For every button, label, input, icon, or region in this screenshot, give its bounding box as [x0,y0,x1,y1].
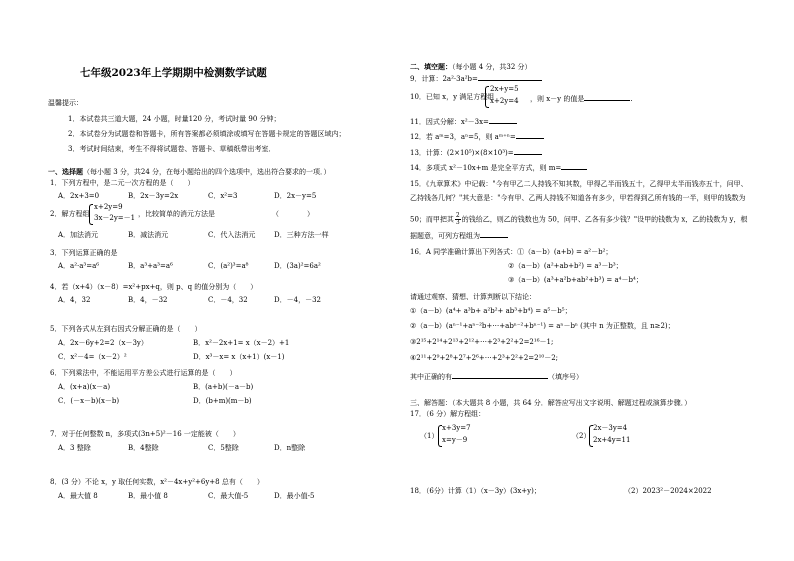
q4-option-b: B．4，－32 [128,296,168,304]
q17-stem: 17．（6 分）解方程组： [410,410,486,418]
q3-option-b: B．a³+a³=a⁶ [128,262,173,270]
q2-post: ，比较简单的消元方法是 [138,210,215,218]
q10-eq1: 2x+y=5 [490,85,519,93]
q15-line-4 [410,230,508,241]
q16-line-1: 16．A 同学准确计算出下列各式：①（a－b）(a+b) = a²－b²； [410,248,613,256]
q16-answer-pre: 其中正确的有 [410,373,452,381]
q2-option-a: A．加法消元 [58,231,99,239]
q6-stem: 6．下列乘法中，不能运用平方差公式进行运算的是（ ） [50,369,237,377]
q16-answer-blank[interactable] [452,371,548,379]
q12 [410,131,544,142]
tip-1: 1．本试卷共三道大题，24 小题，时量120 分，考试时量 90 分钟； [68,115,281,123]
q2-option-d: D．三种方法一样 [274,231,329,239]
q7-option-d: D．n整除 [274,444,306,452]
q15-line-3 [410,213,747,226]
q15-fraction-denominator: 3 [455,219,460,226]
section-1-header [48,167,331,177]
q16-line-3: ③（a－b）(a³+a²b+ab²+b³) = a⁴－b⁴； [508,276,643,284]
q10-post: ，则 x－y 的值是 [530,95,585,103]
q7-option-c: C．5整除 [208,444,239,452]
q11 [410,116,517,127]
q14 [410,162,587,173]
q16-line-4: 请通过观察、猜想、计算判断以下结论： [410,293,536,301]
q5-option-a: A．2x－6y+2=2（x－3y） [58,339,148,347]
q8-option-c: C．最大值-5 [208,492,249,500]
q8-option-d: D．最小值-5 [274,492,315,500]
q3-option-a: A．a²·a³=a⁶ [58,262,100,270]
q1-option-d: D．2x－y=5 [274,192,317,200]
q7-option-a: A．3 整除 [58,444,91,452]
q7-stem: 7．对于任何整数 n，多项式(3n+5)²－16 一定能被（ ） [50,430,240,438]
q10-brace [485,86,489,108]
q8-option-b: B．最小值 8 [128,492,168,500]
q11-text: 11．因式分解：x²－3x= [410,118,489,126]
q2-paren: （ ） [272,210,314,218]
q17-1-eq2: x=y－9 [442,436,468,444]
q18-part-1: 18．（6分）计算（1）（x－3y）(3x+y)； [410,487,541,495]
q15-fraction-numerator: 2 [455,212,460,219]
q9-text: 9．计算：2a²·3a²b= [410,75,478,83]
q13 [410,147,542,158]
q3-stem: 3．下列运算正确的是 [50,249,118,257]
q17-2-label: （2） [572,432,591,440]
q6-option-d: D．(b+m)(m－b) [193,397,252,405]
q9-answer-blank[interactable] [478,73,542,81]
q5-option-d: D．x³－x= x（x+1）(x－1) [193,353,285,361]
q16-answer-post: （填序号） [548,373,583,381]
q13-answer-blank[interactable] [514,147,542,155]
q18-part-2: （2）2023²－2024×2022 [624,487,712,495]
q15-line-1: 15．《九章算术》中记载："今有甲乙二人持钱不知其数，甲得乙半而钱五十，乙得甲太半而钱亦五十，问甲、 [410,180,748,188]
tip-3: 3．考试时间结束，考生不得将试题卷、答题卡、草稿纸带出考室． [68,145,276,153]
q15-answer-blank[interactable] [480,230,508,238]
q2-option-b: B．减法消元 [128,231,169,239]
q15-line-2: 乙持钱各几何？"其大意是："今有甲、乙两人持钱不知道各有多少，甲若得到乙所有钱的一半，则甲的钱数为 [410,194,746,202]
section-3-header: 三、解答题：（本大题共 8 小题，共 64 分．解答应写出文字说明、解题过程或演算步骤．） [410,399,692,407]
q9 [410,73,542,84]
tips-heading: 温馨提示： [48,99,83,107]
q6-option-b: B．(a+b)(－a－b) [193,383,254,391]
q5-stem: 5．下列各式从左到右因式分解正确的是（ ） [50,325,202,333]
section-2-heading: 二、填空题： [410,62,452,71]
q17-2-eq1: 2x－3y=4 [593,424,628,432]
q15-line-3a: 50；而甲把其 [410,215,454,224]
q16-statement-1: ①（a－b）(a⁴+ a³b+ a²b²+ ab³+b⁴) = a⁵－b⁵； [410,307,572,315]
q1-option-a: A．2x+3=0 [58,192,100,200]
q2-eq2: 3x－2y=－1 [94,214,136,222]
q17-1-label: （1） [420,432,439,440]
q6-option-a: A．(x+a)(x－a) [58,383,111,391]
q15-fraction [455,213,461,226]
section-1-desc: （每小题 3 分，共24 分，在每小题给出的四个选项中，选出符合要求的一项．） [83,168,331,176]
q8-stem: 8．(3 分）不论 x，y 取任何实数，x²－4x+y²+6y+8 总有（ ） [50,478,264,486]
q10-answer-blank[interactable] [584,93,633,103]
q1-option-b: B．2x－3y=2x [128,192,179,200]
q16-answer [410,371,583,382]
q1-option-c: C．x²=3 [208,192,238,200]
q16-statement-3: ③2¹⁵+2¹⁴+2¹³+2¹²+⋯+2³+2²+2=2¹⁶－1; [410,338,554,346]
q12-answer-blank[interactable] [516,131,544,139]
q16-statement-2: ②（a－b）(aⁿ⁻¹+aⁿ⁻²b+⋯+abⁿ⁻²+bⁿ⁻¹) = aⁿ－bⁿ (其中 n 为正整数，且 n≥2)； [410,322,675,330]
q5-option-c: C．x²－4=（x－2）² [58,353,127,361]
q5-option-b: B．x²－2x+1= x（x－2）+1 [193,339,290,347]
q10-tail [530,93,633,104]
q10-pre: 10．已知 x，y 满足方程组 [410,93,495,101]
q4-option-a: A．4，32 [58,296,91,304]
q17-1-eq1: x+3y=7 [442,424,471,432]
section-2-desc: （每小题 4 分，共32 分） [452,63,532,71]
q7-option-b: B．4整除 [128,444,159,452]
section-2-header [410,62,532,72]
q3-option-d: D．(3a)²=6a² [274,262,321,270]
section-1-heading: 一、选择题 [48,167,83,176]
q11-answer-blank[interactable] [489,116,517,124]
q4-option-d: D．－4，－32 [274,296,321,304]
q14-text: 14．多项式 x²－10x+m 是完全平方式，则 m= [410,164,562,172]
page-title: 七年级2023年上学期期中检测数学试题 [80,67,267,79]
q1-stem: 1．下列方程中，是二元一次方程的是（ ） [50,179,195,187]
q2-option-c: C．代入法消元 [208,231,256,239]
q16-line-2: ②（a－b）(a²+ab+b²) = a³－b³； [508,262,623,270]
q12-text: 12．若 aᵐ=3，aⁿ=5，则 aᵐ⁺ⁿ= [410,133,516,141]
q16-statement-4: ④2¹¹+2⁹+2⁸+2⁷+2⁶+⋯+2³+2²+2=2¹⁰－2; [410,354,559,362]
q15-line-3b: 的钱给乙，则乙的钱数也为 50，问甲、乙各有多少钱？"设甲的钱数为 x，乙的钱数为 y，根 [461,215,748,224]
q13-text: 13．计算：(2×10⁵)×(8×10³)= [410,149,514,157]
q2-eq1: x+2y=9 [94,203,123,211]
q14-answer-blank[interactable] [561,162,587,170]
q2-pre: 2．解方程组 [50,210,90,218]
q2-brace [89,204,93,225]
q4-option-c: C．－4，32 [208,296,248,304]
q8-option-a: A．最大值 8 [58,492,98,500]
q3-option-c: C．(a²)³=a⁸ [208,262,249,270]
q10-end: . [630,95,633,103]
q4-stem: 4．若（x+4）（x－8）=x²+px+q，则 p、q 的值分别为（ ） [50,283,258,291]
q6-option-c: C．(－x－b)(x－b) [58,397,120,405]
q15-line-4-text: 据题意，可列方程组为 [410,232,480,240]
q17-2-eq2: 2x+4y=11 [593,436,631,444]
q10-eq2: x+2y=4 [490,97,519,105]
tip-2: 2．本试卷分为试题卷和答题卡，所有答案都必须填涂或填写在答题卡规定的答题区域内； [68,130,346,138]
